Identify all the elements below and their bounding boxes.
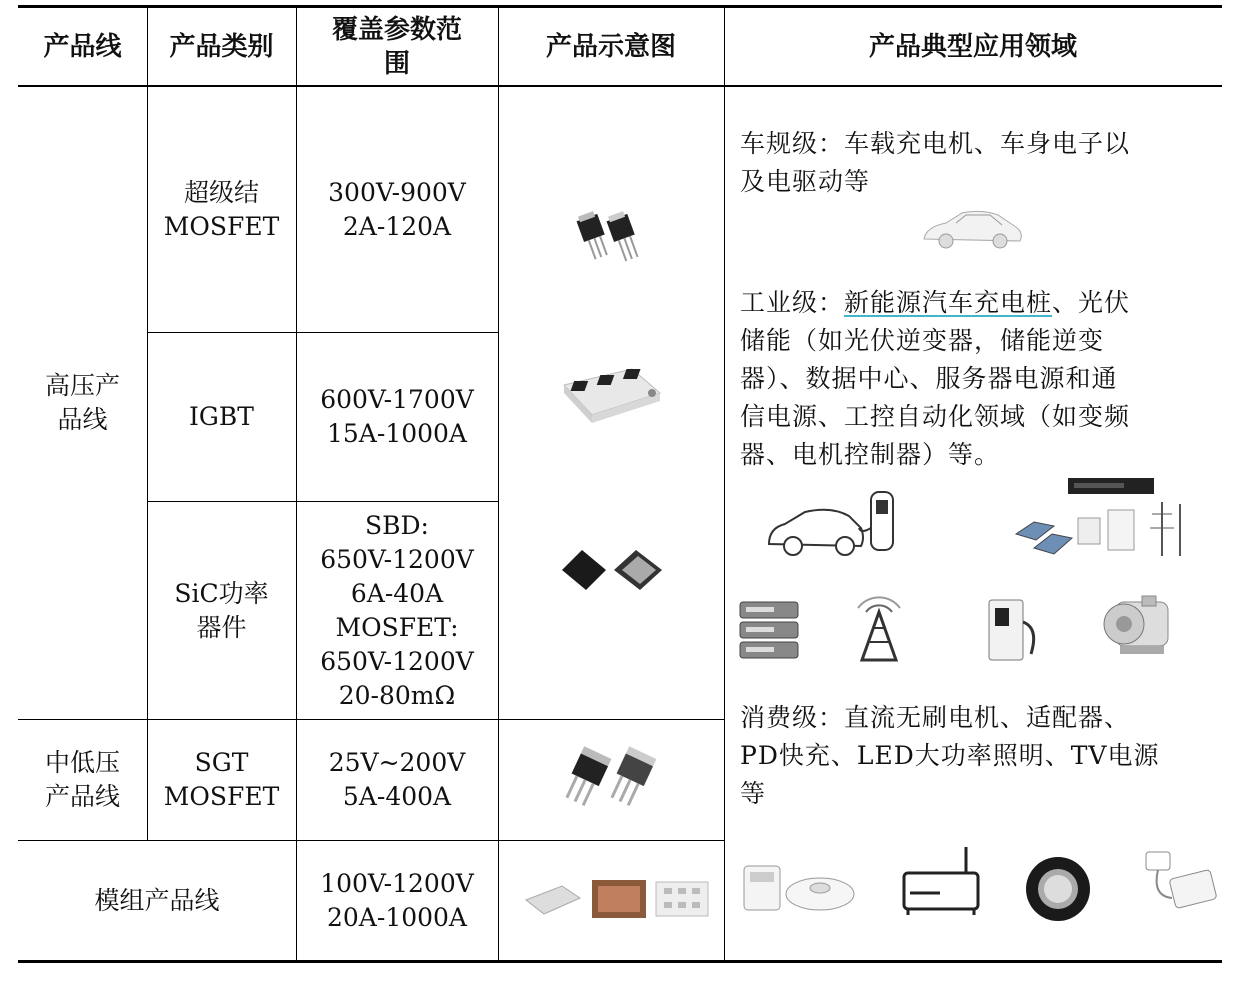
mlv-line-l2: 产品线 xyxy=(44,782,120,811)
auto-l1: 车规级：车载充电机、车身电子以 xyxy=(740,129,1131,158)
table-bottom-rule xyxy=(18,960,1222,963)
header-product-image: 产品示意图 xyxy=(545,31,676,62)
sj-range-l1: 300V-900V xyxy=(328,177,466,207)
ev-charger-icon xyxy=(765,488,900,560)
solar-inverter-icon xyxy=(1012,474,1187,559)
module-product-line: 模组产品线 xyxy=(94,885,220,915)
hv-line-l1: 高压产 xyxy=(44,371,120,400)
sic-range-l5: 650V-1200V xyxy=(320,646,474,676)
sgt-range-l2: 5A-400A xyxy=(342,782,452,811)
sgt-range xyxy=(296,720,498,840)
signal-tower-icon xyxy=(852,598,907,662)
module-range xyxy=(296,841,498,960)
hv-product-line xyxy=(18,87,147,719)
sic-range-l6: 20-80mΩ xyxy=(338,680,456,710)
mlv-product-line xyxy=(18,720,147,840)
mod-range-l1: 100V-1200V xyxy=(320,868,474,898)
sj-mosfet-category xyxy=(147,87,296,332)
col-rule-4 xyxy=(724,5,725,962)
igbt-module-icon xyxy=(562,365,662,425)
ind-suffix: 、光伏 xyxy=(1052,288,1131,317)
header-param-range xyxy=(296,8,498,85)
led-lamp-icon xyxy=(1024,855,1092,923)
power-adapter-icon xyxy=(1138,848,1218,916)
header-application: 产品典型应用领域 xyxy=(868,31,1077,62)
to247-package-icon xyxy=(575,212,645,267)
set-top-box-icon xyxy=(900,845,982,917)
con-l2: PD快充、LED大功率照明、TV电源 xyxy=(740,741,1160,770)
to220-package-icon xyxy=(556,748,661,813)
charging-station-icon xyxy=(985,598,1043,662)
header-param-range-line1: 覆盖参数范 xyxy=(331,14,462,45)
sic-cat-l1: SiC功率 xyxy=(174,578,269,608)
sgt-cat-l1: SGT xyxy=(194,748,249,777)
sj-cat-l1: 超级结 xyxy=(183,177,259,207)
sgt-category xyxy=(147,720,296,840)
power-module-icon xyxy=(524,878,710,920)
sic-category xyxy=(147,502,296,719)
sic-smd-package-icon xyxy=(560,546,665,594)
header-product-line: 产品线 xyxy=(43,31,122,62)
sic-range-l3: 6A-40A xyxy=(350,578,444,608)
ind-l4: 信电源、工控自动化领域（如变频 xyxy=(740,402,1131,431)
sic-range-l1: SBD: xyxy=(365,510,429,540)
header-product-category: 产品类别 xyxy=(169,31,274,62)
mlv-line-l1: 中低压 xyxy=(44,748,120,777)
sj-range-l2: 2A-120A xyxy=(342,211,452,241)
sj-range xyxy=(296,87,498,332)
mod-range-l2: 20A-1000A xyxy=(327,902,467,932)
ind-l2: 储能（如光伏逆变器，储能逆变 xyxy=(740,326,1105,355)
con-l3: 等 xyxy=(740,779,767,808)
sic-range-l2: 650V-1200V xyxy=(320,544,474,574)
hv-line-l2: 品线 xyxy=(57,405,108,434)
server-rack-icon xyxy=(738,600,800,662)
ind-underlined: 新能源汽车充电桩 xyxy=(844,288,1053,317)
sic-range xyxy=(296,502,498,719)
col-rule-3 xyxy=(498,5,499,962)
ind-l3: 器）、数据中心、服务器电源和通 xyxy=(740,364,1118,393)
igbt-range-l1: 600V-1700V xyxy=(320,385,474,414)
motor-icon xyxy=(1102,592,1184,660)
igbt-category: IGBT xyxy=(189,402,254,431)
sgt-range-l1: 25V~200V xyxy=(328,748,466,777)
robot-vacuum-icon xyxy=(742,858,857,916)
car-icon xyxy=(920,205,1025,250)
sic-range-l4: MOSFET: xyxy=(335,612,459,642)
igbt-range xyxy=(296,333,498,501)
consumer-grade-text xyxy=(740,699,1210,813)
ind-l1 xyxy=(740,284,1210,322)
auto-l2: 及电驱动等 xyxy=(740,167,871,196)
sj-cat-l2: MOSFET xyxy=(163,211,280,241)
igbt-range-l2: 15A-1000A xyxy=(327,419,467,448)
header-param-range-line2: 围 xyxy=(383,48,410,79)
ind-prefix: 工业级： xyxy=(740,288,845,317)
auto-grade-text xyxy=(740,125,1210,201)
ind-l5: 器、电机控制器）等。 xyxy=(740,440,1001,469)
industrial-grade-text xyxy=(740,284,1210,474)
sgt-cat-l2: MOSFET xyxy=(163,782,280,811)
con-l1: 消费级：直流无刷电机、适配器、 xyxy=(740,703,1131,732)
sic-cat-l2: 器件 xyxy=(196,612,247,642)
